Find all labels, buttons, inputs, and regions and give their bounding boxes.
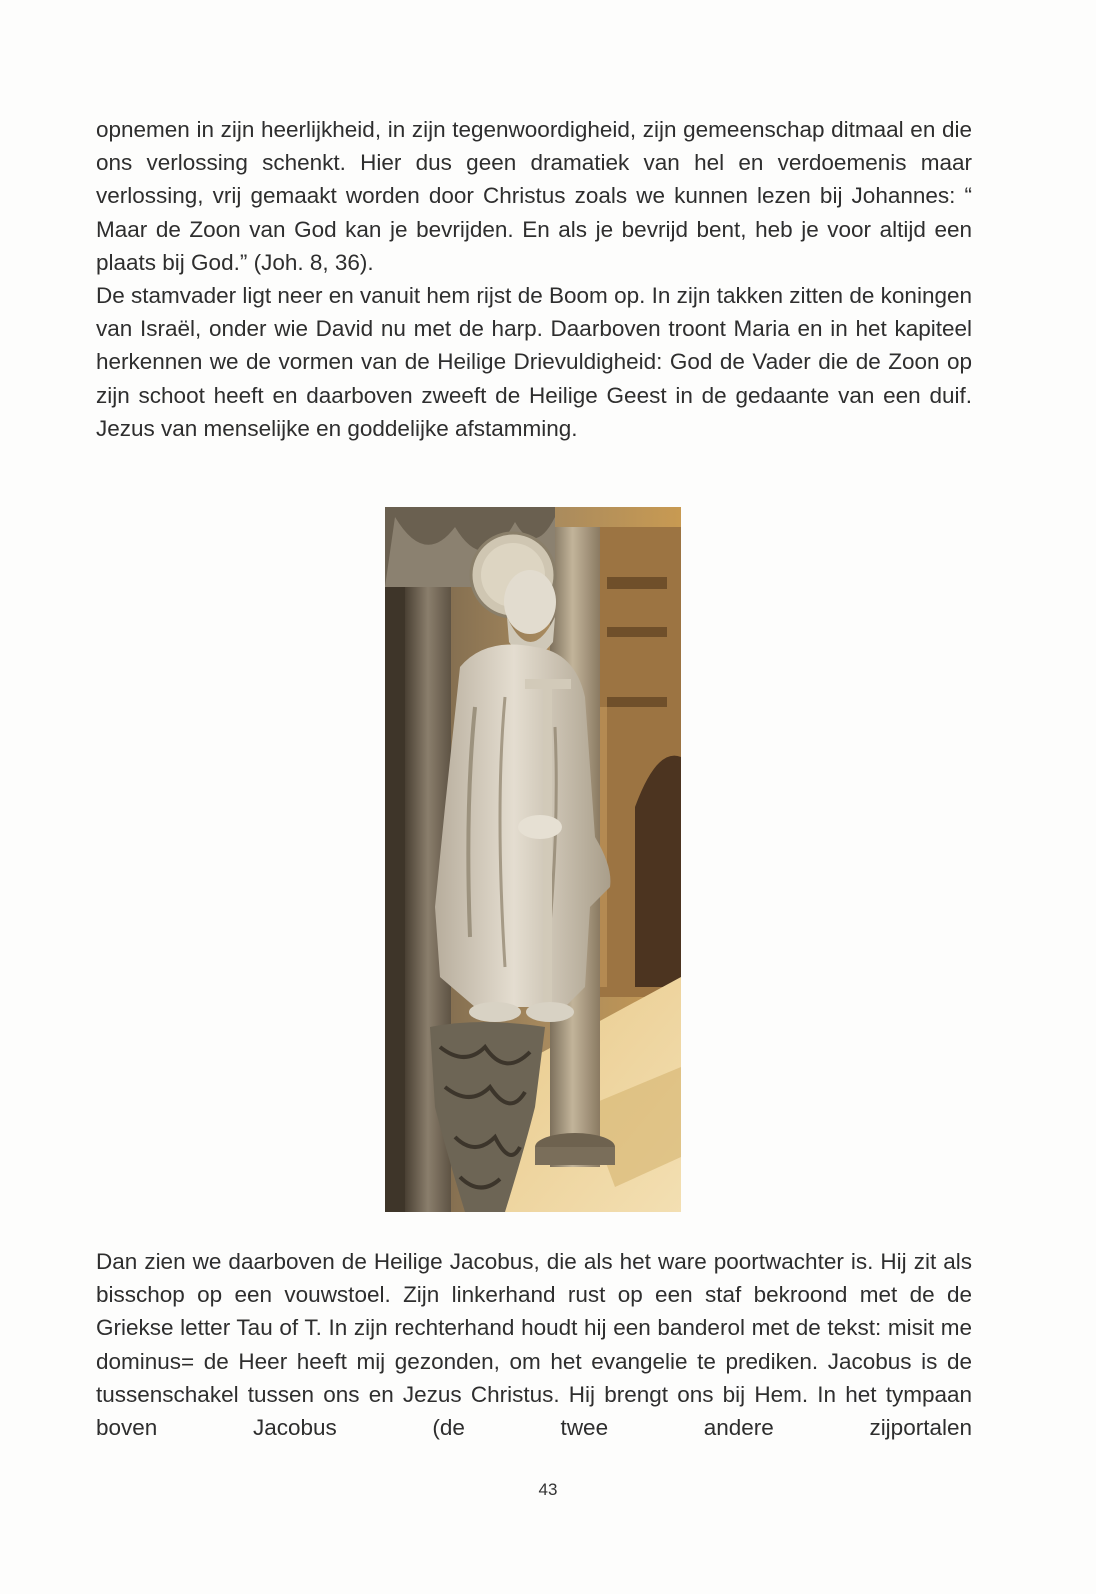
paragraph: opnemen in zijn heerlijkheid, in zijn tegenwoordigheid, zijn gemeenschap ditmaal en die ons verlossing schenkt. Hier dus geen dramatiek van hel en verdoemenis maar verlossing, vrij gemaakt worden door Christus zoals we kunnen lezen bij Johannes: “ Maar de Zoon van God kan je bevrijden. En als je bevrijd bent, heb je voor altijd een plaats bij God.” (Joh. 8, 36). [96, 117, 972, 275]
page-number: 43 [538, 1480, 558, 1499]
text-block-bottom [96, 1245, 972, 1444]
paragraph: De stamvader ligt neer en vanuit hem rijst de Boom op. In zijn takken zitten de koningen van Israël, onder wie David nu met de harp. Daarboven troont Maria en in het kapiteel herkennen we de vormen van de Heilige Drievuldigheid: God de Vader die de Zoon op zijn schoot heeft en daarboven zweeft de Heilige Geest in de gedaante van een duif. Jezus van menselijke en goddelijke afstamming. [96, 283, 972, 441]
paragraph: Dan zien we daarboven de Heilige Jacobus, die als het ware poortwachter is. Hij zit als bisschop op een vouwstoel. Zijn linkerhand rust op een staf bekroond met de de Griekse letter Tau of T. In zijn rechterhand houdt hij een banderol met de tekst: misit me dominus= de Heer heeft mij gezonden, om het evangelie te prediken. Jacobus is de tussenschakel tussen ons en Jezus Christus. Hij brengt ons bij Hem. In het tympaan boven Jacobus (de twee andere zijportalen [96, 1249, 972, 1441]
photo-saint-james-statue [385, 507, 681, 1212]
text-block-top [96, 113, 972, 445]
